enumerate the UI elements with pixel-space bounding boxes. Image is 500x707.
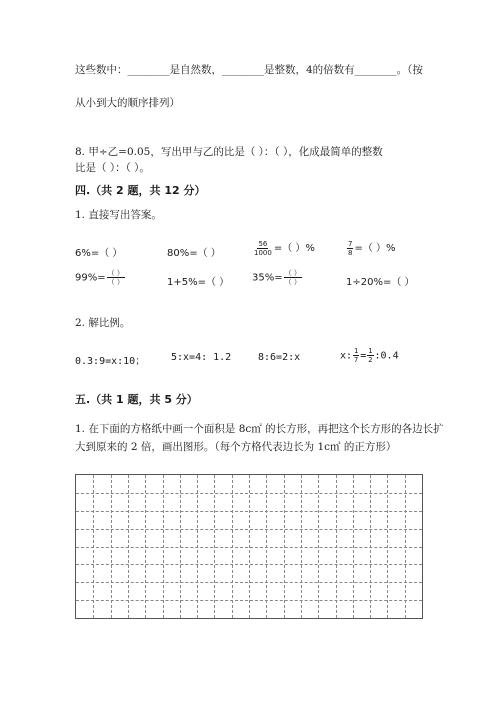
fraction-blank-35: $\frac{( )}{( )}$ <box>284 269 301 286</box>
grid-horizontal-line <box>76 564 422 565</box>
section-4-q2-label: 2. 解比例。 <box>75 317 131 329</box>
grid-paper <box>75 474 423 619</box>
fraction-1-2: $\frac{1}{2}$ <box>368 347 373 364</box>
fraction-56-1000: $\frac{56}{1000}$ <box>254 239 272 257</box>
section-5-header: 五.（共 1 题，共 5 分） <box>75 393 198 406</box>
section-5-q1-line-2: 大到原来的 2 倍，画出图形。（每个方格代表边长为 1c㎡ 的正方形） <box>75 441 397 453</box>
fill-blank-line-2: 从小到大的顺序排列） <box>75 97 180 109</box>
q8-line-1: 8. 甲÷乙=0.05，写出甲与乙的比是（ ）：（ ），化成最简单的整数 <box>75 146 383 158</box>
fraction-blank-99: $\frac{( )}{( )}$ <box>107 269 124 286</box>
answer-80-percent: 80%=（ ） <box>167 248 221 259</box>
grid-horizontal-line <box>76 600 422 601</box>
grid-horizontal-line <box>76 582 422 583</box>
section-4-q1-label: 1. 直接写出答案。 <box>75 209 162 221</box>
grid-horizontal-line <box>76 493 422 494</box>
q8-line-2: 比是（ ）：（ ）。 <box>75 162 150 174</box>
fraction-7-8: $\frac{7}{8}$ <box>348 239 353 257</box>
grid-horizontal-line <box>76 529 422 530</box>
answer-fraction-7-8: $\frac{7}{8}$ =（ ）% <box>348 239 396 257</box>
answer-fraction-56-1000: $\frac{56}{1000}$ =（ ）% <box>254 239 315 257</box>
section-5-q1-line-1: 1. 在下面的方格纸中画一个面积是 8c㎡ 的长方形，再把这个长方形的各边长扩 <box>75 423 444 435</box>
section-4-header: 四.（共 2 题，共 12 分） <box>75 184 206 197</box>
proportion-c: 8:6=2:x <box>258 352 301 363</box>
answer-35-percent: 35%= $\frac{( )}{( )}$ <box>252 269 301 286</box>
grid-horizontal-line <box>76 547 422 548</box>
answer-6-percent: 6%=（ ） <box>75 248 123 259</box>
proportion-b: 5:x=4: 1.2 <box>171 352 232 363</box>
proportion-d: x: $\frac{1}{7}$ = $\frac{1}{2}$ :0.4 <box>340 347 399 364</box>
grid-horizontal-line <box>76 511 422 512</box>
fill-blank-line-1: 这些数中：________是自然数，________是整数，4的倍数有________。（按 <box>75 64 423 76</box>
fraction-1-7: $\frac{1}{7}$ <box>354 347 359 364</box>
answer-1-div-20-percent: 1÷20%=（ ） <box>346 277 415 288</box>
answer-99-percent: 99%= $\frac{( )}{( )}$ <box>75 269 124 286</box>
proportion-a: 0.3:9=x:10； <box>75 356 146 367</box>
answer-1-plus-5-percent: 1+5%=（ ） <box>167 277 230 288</box>
